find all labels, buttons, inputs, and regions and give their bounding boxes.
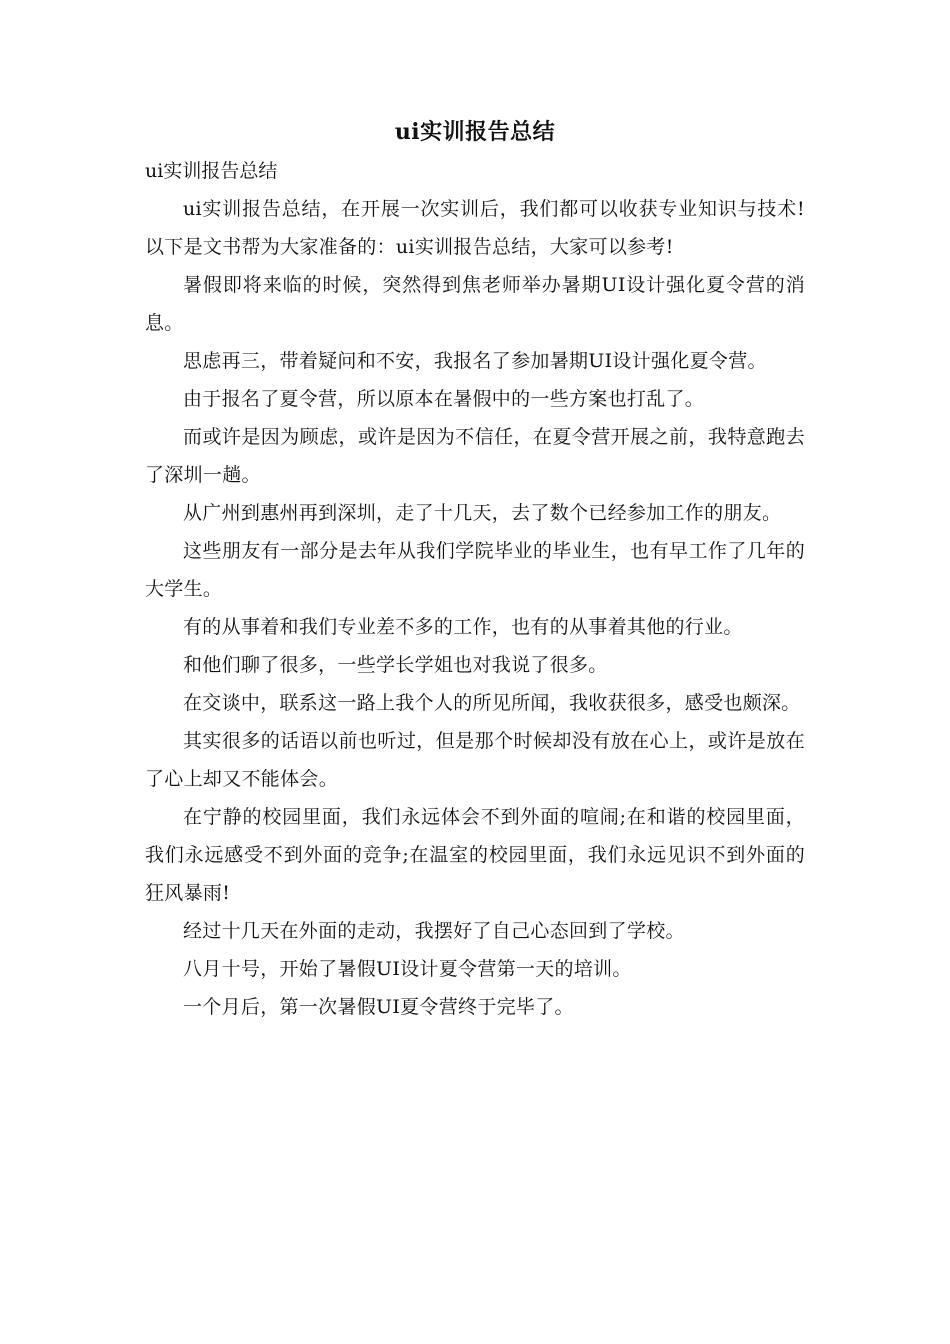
paragraph: 有的从事着和我们专业差不多的工作，也有的从事着其他的行业。 [183,616,743,638]
paragraph: 经过十几天在外面的走动，我摆好了自己心态回到了学校。 [183,920,685,942]
paragraph: 在宁静的校园里面，我们永远体会不到外面的喧闹;在和谐的校园里面，我们永远感受不到外面的竞争;在温室的校园里面，我们永远见识不到外面的狂风暴雨! [145,806,805,904]
paragraph: 从广州到惠州再到深圳，走了十几天，去了数个已经参加工作的朋友。 [183,502,782,524]
document-subtitle: ui实训报告总结 [145,160,278,182]
paragraph: 八月十号，开始了暑假UI设计夏令营第一天的培训。 [183,958,632,980]
paragraph: 思虑再三，带着疑问和不安，我报名了参加暑期UI设计强化夏令营。 [183,350,767,372]
document-title: ui实训报告总结 [394,119,556,145]
paragraph: 而或许是因为顾虑，或许是因为不信任，在夏令营开展之前，我特意跑去了深圳一趟。 [145,426,805,486]
paragraph: 暑假即将来临的时候，突然得到焦老师举办暑期UI设计强化夏令营的消息。 [145,274,805,334]
paragraph: ui实训报告总结，在开展一次实训后，我们都可以收获专业知识与技术!以下是文书帮为大家准备的：ui实训报告总结，大家可以参考! [145,198,805,258]
paragraph: 和他们聊了很多，一些学长学姐也对我说了很多。 [183,654,608,676]
document-body [145,190,805,1026]
paragraph: 一个月后，第一次暑假UI夏令营终于完毕了。 [183,996,574,1018]
document-page [145,112,805,1026]
paragraph: 其实很多的话语以前也听过，但是那个时候却没有放在心上，或许是放在了心上却又不能体会。 [145,730,805,790]
paragraph: 由于报名了夏令营，所以原本在暑假中的一些方案也打乱了。 [183,388,705,410]
paragraph: 在交谈中，联系这一路上我个人的所见所闻，我收获很多，感受也颇深。 [183,692,801,714]
paragraph: 这些朋友有一部分是去年从我们学院毕业的毕业生，也有早工作了几年的大学生。 [145,540,805,600]
